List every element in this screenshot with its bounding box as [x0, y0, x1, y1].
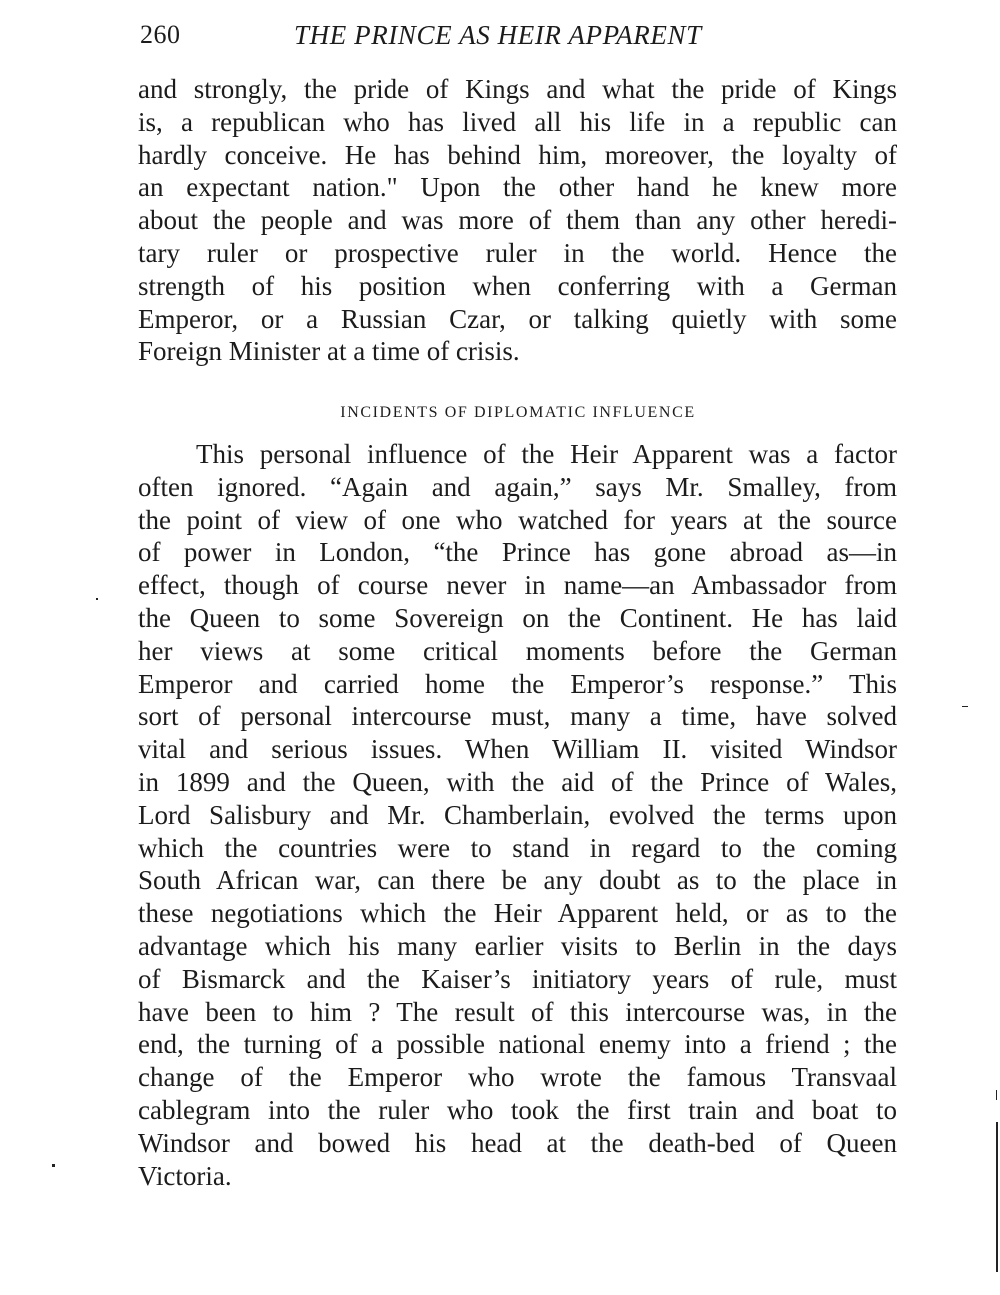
text-line: which the countries were to stand in regard to the coming: [138, 832, 897, 863]
paragraph-2: [138, 438, 897, 1192]
scan-edge-line: [996, 1090, 997, 1100]
text-line: often ignored. “Again and again,” says Mr. Smalley, from: [138, 471, 897, 502]
text-line: her views at some critical moments before the German: [138, 635, 897, 666]
text-line: Emperor, or a Russian Czar, or talking quietly with some: [138, 303, 897, 334]
text-line: South African war, can there be any doubt as to the place in: [138, 865, 897, 896]
text-line: these negotiations which the Heir Apparent held, or as to the: [138, 898, 897, 929]
text-line: cablegram into the ruler who took the first train and boat to: [138, 1094, 897, 1125]
text-line: of Bismarck and the Kaiser’s initiatory years of rule, must: [138, 963, 897, 994]
text-line: end, the turning of a possible national enemy into a friend ; the: [138, 1029, 897, 1060]
text-line: an expectant nation." Upon the other hand he knew more: [138, 172, 897, 203]
page-number: 260: [140, 20, 181, 49]
text-line: tary ruler or prospective ruler in the world. Hence the: [138, 237, 897, 268]
text-line: hardly conceive. He has behind him, moreover, the loyalty of: [138, 139, 897, 170]
section-heading: INCIDENTS OF DIPLOMATIC INFLUENCE: [340, 404, 696, 421]
text-line: the point of view of one who watched for years at the source: [138, 504, 897, 535]
paragraph-1: [138, 73, 897, 368]
text-line: Victoria.: [138, 1160, 232, 1191]
text-line: sort of personal intercourse must, many a time, have solved: [138, 701, 897, 732]
text-line: Foreign Minister at a time of crisis.: [138, 336, 520, 367]
text-line: Emperor and carried home the Emperor’s response.” This: [138, 668, 897, 699]
text-line: of power in London, “the Prince has gone abroad as—in: [138, 537, 897, 568]
text-line: Lord Salisbury and Mr. Chamberlain, evolved the terms upon: [138, 799, 897, 830]
text-line: in 1899 and the Queen, with the aid of the Prince of Wales,: [138, 766, 897, 797]
scan-mark: [962, 706, 968, 707]
text-line: strength of his position when conferring with a German: [138, 270, 897, 301]
scan-edge-line: [996, 1122, 998, 1272]
text-line: advantage which his many earlier visits to Berlin in the days: [138, 930, 897, 961]
text-line: about the people and was more of them than any other heredi-: [138, 205, 897, 236]
text-line: This personal influence of the Heir Apparent was a factor: [196, 439, 897, 469]
scan-mark: [96, 598, 98, 600]
text-line: and strongly, the pride of Kings and what the pride of Kings: [138, 74, 897, 104]
text-line: vital and serious issues. When William II. visited Windsor: [138, 734, 897, 765]
text-line: the Queen to some Sovereign on the Continent. He has laid: [138, 602, 897, 633]
running-title: THE PRINCE AS HEIR APPARENT: [294, 20, 702, 50]
text-line: is, a republican who has lived all his life in a republic can: [138, 106, 897, 137]
text-line: Windsor and bowed his head at the death-bed of Queen: [138, 1127, 897, 1158]
page-header: [140, 18, 900, 54]
text-line: change of the Emperor who wrote the famous Transvaal: [138, 1062, 897, 1093]
text-line: effect, though of course never in name—an Ambassador from: [138, 570, 897, 601]
scan-mark: [52, 1164, 55, 1167]
text-line: have been to him ? The result of this intercourse was, in the: [138, 996, 897, 1027]
